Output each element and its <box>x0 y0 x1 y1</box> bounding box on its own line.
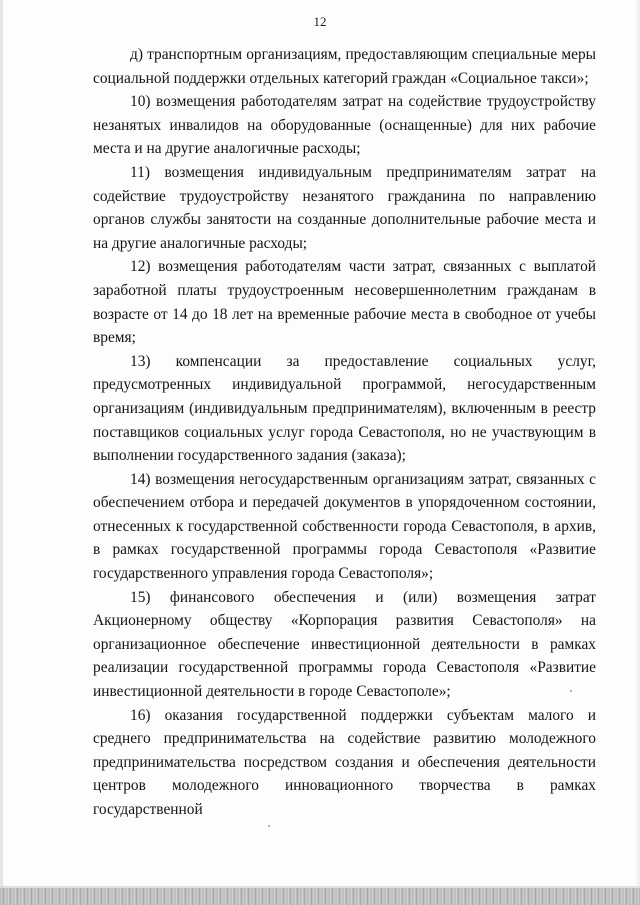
paragraph-11-entrepreneurs-employment: 11) возмещения индивидуальным предпринимателям затрат на содействие трудоустройству незанятого гражданина по направлению органов службы занятости на созданные дополнительные рабочие места и на другие аналогичные расходы; <box>93 163 596 252</box>
paragraph-15-development-corporation: 15) финансового обеспечения и (или) возмещения затрат Акционерному обществу «Корпорация развития Севастополя» на организационное обеспечение инвестиционной деятельности в рамках реализации государственной программы города Севастополя «Развитие инвестиционной деятельности в городе Севастополе»; <box>93 588 596 701</box>
paragraph-14-archive-documents: 14) возмещения негосударственным организациям затрат, связанных с обеспечением отбора и передачей документов в упорядоченном состоянии, отнесенных к государственной собственности города Севастополя, в архив, в рамках государственной программы города Севастополя «Развитие государственного управления города Севастополя»; <box>93 470 596 583</box>
document-body <box>93 43 596 822</box>
paragraph-16-youth-entrepreneurship: 16) оказания государственной поддержки субъектам малого и среднего предпринимательства на содействие развитию молодежного предпринимательства посредством создания и обеспечения деятельности центров молодежного инновационного творчества в рамках государственной <box>93 706 596 818</box>
scan-bottom-edge <box>0 888 640 905</box>
scan-speck <box>268 825 270 827</box>
scan-right-edge <box>634 0 640 905</box>
page-number: 12 <box>313 14 327 29</box>
paragraph-d-social-taxi: д) транспортным организациям, предоставляющим специальные меры социальной поддержки отдельных категорий граждан «Социальное такси»; <box>93 46 596 87</box>
paragraph-10-disabled-employment: 10) возмещения работодателям затрат на содействие трудоустройству незанятых инвалидов на оборудованные (оснащенные) для них рабочие места и на другие аналогичные расходы; <box>93 93 596 158</box>
paragraph-13-social-services-compensation: 13) компенсации за предоставление социальных услуг, предусмотренных индивидуальной программой, негосударственным организациям (индивидуальным предпринимателям), включенным в реестр поставщиков социальных услуг города Севастополя, но не участвующим в выполнении государственного задания (заказа); <box>93 352 596 465</box>
paragraph-12-minors-employment: 12) возмещения работодателям части затрат, связанных с выплатой заработной платы трудоустроенным несовершеннолетним гражданам в возрасте от 14 до 18 лет на временные рабочие места в свободное от учебы время; <box>93 258 596 347</box>
scan-speck <box>570 690 572 692</box>
